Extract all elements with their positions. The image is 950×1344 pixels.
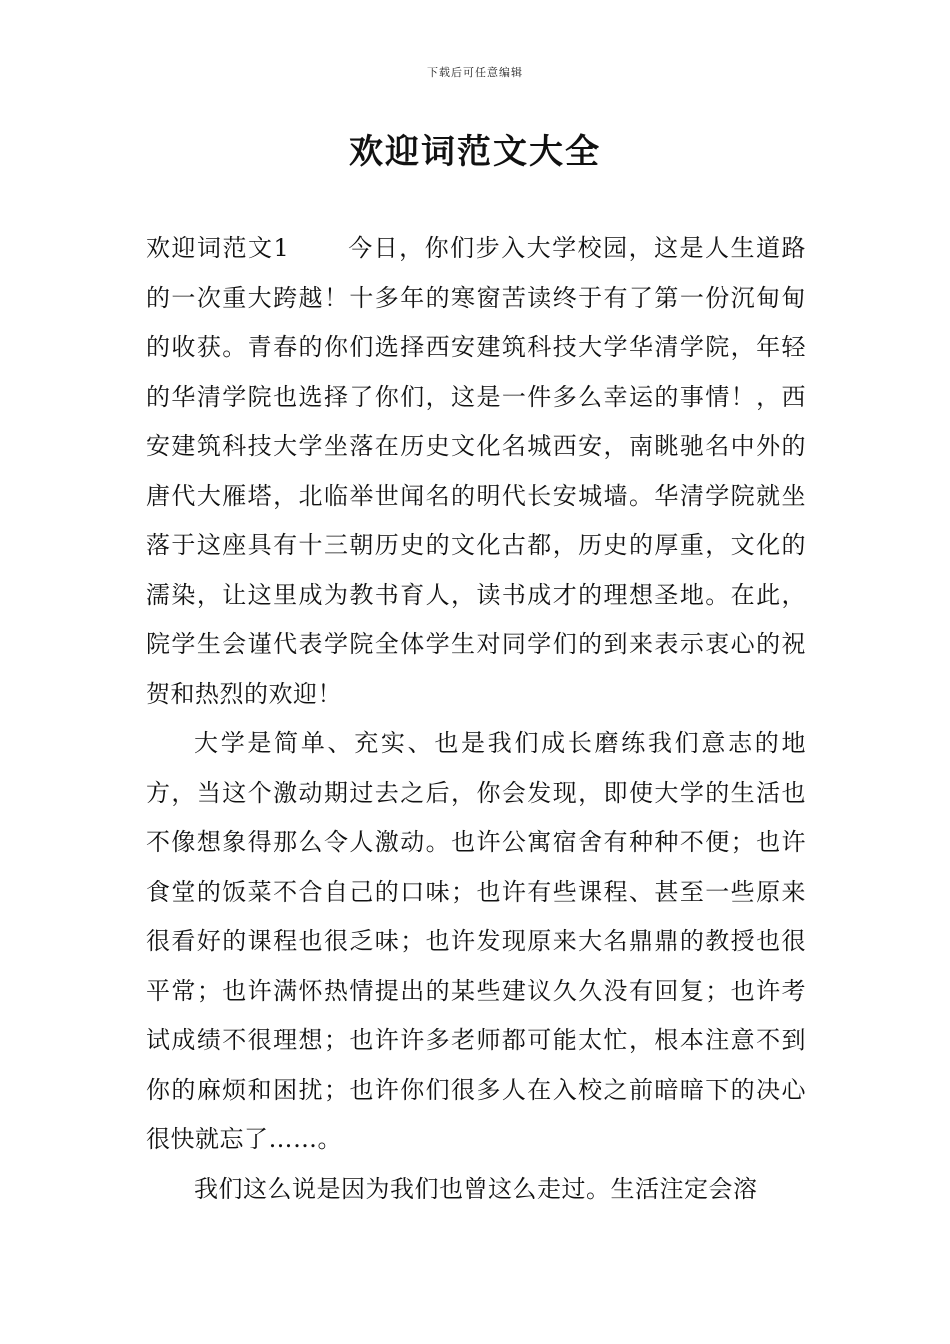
document-title: 欢迎词范文大全 xyxy=(349,132,601,172)
paragraph-1-text: 今日，你们步入大学校园，这是人生道路的一次重大跨越！十多年的寒窗苦读终于有了第一份沉甸甸的收获。青春的你们选择西安建筑科技大学华清学院，年轻的华清学院也选择了你们，这是一件多么幸运的事情！，西安建筑科技大学坐落在历史文化名城西安，南眺驰名中外的唐代大雁塔，北临举世闻名的明代长安城墙。华清学院就坐落于这座具有十三朝历史的文化古都，历史的厚重，文化的濡染，让这里成为教书育人，读书成才的理想圣地。在此，院学生会谨代表学院全体学生对同学们的到来表示衷心的祝贺和热烈的欢迎！ xyxy=(146,234,806,708)
paragraph-1 xyxy=(146,224,806,719)
paragraph-2: 大学是简单、充实、也是我们成长磨练我们意志的地方，当这个激动期过去之后，你会发现，即使大学的生活也不像想象得那么令人激动。也许公寓宿舍有种种不便；也许食堂的饭菜不合自己的口味；也许有些课程、甚至一些原来很看好的课程也很乏味；也许发现原来大名鼎鼎的教授也很平常；也许满怀热情提出的某些建议久久没有回复；也许考试成绩不很理想；也许许多老师都可能太忙，根本注意不到你的麻烦和困扰；也许你们很多人在入校之前暗暗下的决心很快就忘了……。 xyxy=(146,729,806,1153)
header-note: 下载后可任意编辑 xyxy=(427,66,523,79)
paragraph-3: 我们这么说是因为我们也曾这么走过。生活注定会溶 xyxy=(194,1174,758,1203)
section-label: 欢迎词范文1 xyxy=(146,234,290,262)
document-body xyxy=(146,224,806,1214)
